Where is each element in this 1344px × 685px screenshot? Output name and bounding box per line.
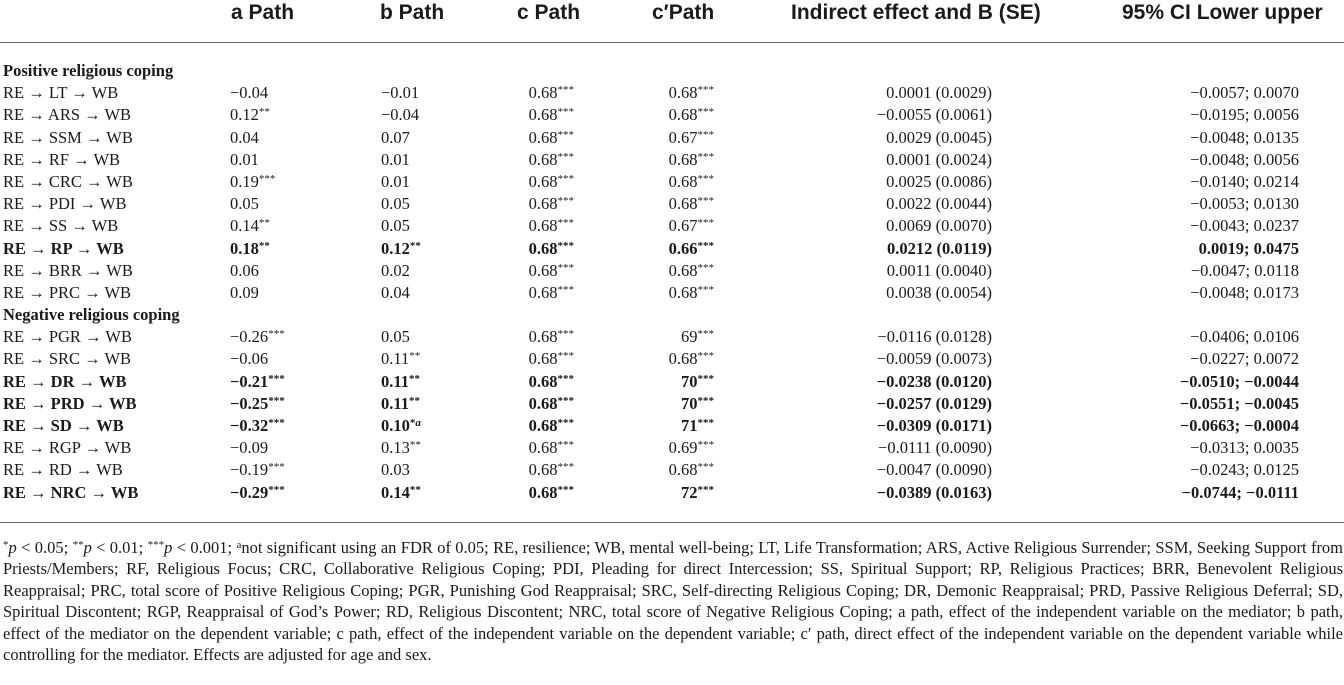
significance-marker: ***: [258, 172, 276, 185]
b-path-value: 0.11**: [381, 349, 421, 369]
c-path-value: 0.68***: [528, 482, 574, 502]
significance-marker: ***: [557, 328, 574, 341]
path-label: RE → RP → WB: [3, 238, 124, 258]
indirect-effect-value: 0.0011 (0.0040): [886, 260, 992, 280]
significance-marker: ***: [697, 150, 714, 163]
ci-value: −0.0406; 0.0106: [1190, 327, 1299, 347]
b-path-value: 0.10$^{*a}$: [381, 416, 421, 435]
table-row: [0, 326, 1344, 348]
header-c-prime-path: c′Path: [652, 1, 715, 24]
table-row: [0, 371, 1344, 393]
significance-marker: ***: [697, 394, 714, 407]
b-path-value: 0.01: [381, 149, 410, 169]
a-path-value: 0.18**: [230, 238, 270, 258]
significance-marker: **: [408, 394, 420, 407]
ci-value: −0.0510; −0.0044: [1179, 371, 1299, 391]
significance-marker: ***: [557, 483, 574, 496]
c-path-value: 0.68***: [528, 371, 574, 391]
table-row: [0, 282, 1344, 304]
significance-marker: ***: [697, 372, 714, 385]
significance-marker: ***: [697, 461, 714, 474]
a-path-value: −0.21***: [230, 371, 285, 391]
b-path-value: 0.04: [381, 282, 410, 302]
ci-value: −0.0227; 0.0072: [1190, 349, 1299, 369]
significance-marker: ***: [557, 84, 574, 97]
ci-value: −0.0053; 0.0130: [1190, 194, 1299, 214]
c-path-value: 0.68***: [528, 393, 574, 413]
c-prime-path-value: 0.68***: [668, 105, 714, 125]
table-row: [0, 149, 1344, 171]
ci-value: −0.0313; 0.0035: [1190, 438, 1299, 458]
significance-marker: ***: [697, 239, 714, 252]
c-prime-path-value: 0.68***: [668, 460, 714, 480]
ci-value: −0.0744; −0.0111: [1181, 482, 1299, 502]
c-path-value: 0.68***: [528, 349, 574, 369]
table-row: [0, 482, 1344, 504]
a-path-value: 0.09: [230, 282, 259, 302]
a-path-value: −0.06: [230, 349, 269, 369]
ci-value: −0.0043; 0.0237: [1190, 216, 1299, 236]
significance-marker: ***: [268, 417, 285, 429]
path-label: RE → BRR → WB: [3, 260, 133, 280]
section-header-row: [0, 60, 1344, 82]
c-prime-path-value: 70***: [681, 371, 714, 391]
path-label: RE → SSM → WB: [3, 127, 133, 147]
significance-marker: **: [409, 439, 421, 452]
section-label: Positive religious coping: [3, 61, 174, 80]
path-label: RE → DR → WB: [3, 371, 127, 391]
c-path-value: 0.68***: [528, 260, 574, 280]
a-path-value: 0.04: [230, 127, 259, 147]
path-label: RE → ARS → WB: [3, 105, 132, 125]
significance-marker: ***: [557, 172, 574, 185]
c-prime-path-value: 70***: [681, 393, 714, 413]
c-prime-path-value: 0.68***: [668, 349, 714, 369]
section-label: Negative religious coping: [3, 305, 180, 325]
b-path-value: 0.05: [381, 216, 410, 236]
indirect-effect-value: 0.0029 (0.0045): [886, 127, 992, 147]
path-label: RE → SD → WB: [3, 416, 124, 435]
header-b-path: b Path: [380, 1, 445, 24]
table-footnote: *p < 0.05; **p < 0.01; ***p < 0.001; $^a$not significant using an FDR of 0.05; RE, resilience; WB, mental well-being; LT, Life Transformation; ARS, Active Religious Surrender; SSM, Seeking Support from Priests/Members; RF, Religious Focus; CRC, Collaborative Religious Coping; PDI, Pleading for direct Intercession; SS, Spiritual Support; RP, Religious Practices; BRR, Benevolent Religious Reappraisal; PRC, total score of Positive Religious Coping; PGR, Punishing God Reappraisal; SRC, Self-directing Religious Coping; DR, Demonic Reappraisal; PRD, Passive Religious Deferral; SD, Spiritual Discontent; RGP, Reappraisal of God’s Power; RD, Religious Discontent; NRC, total score of Negative Religious Coping; a path, effect of the independent variable on the mediator; b path, effect of the mediator on the dependent variable; c path, effect of the independent variable on the dependent variable; c′ path, direct effect of the independent variable on the dependent variable while controlling for the mediator. Effects are adjusted for age and sex.: [3, 538, 1344, 665]
b-path-value: 0.05: [381, 194, 410, 214]
a-path-value: −0.19***: [230, 460, 285, 480]
b-path-value: 0.02: [381, 260, 410, 280]
path-label: RE → RGP → WB: [3, 438, 132, 458]
significance-marker: ***: [697, 195, 714, 208]
b-path-value: 0.14**: [381, 482, 421, 502]
indirect-effect-value: −0.0055 (0.0061): [876, 105, 992, 125]
table-row: [0, 127, 1344, 149]
c-prime-path-value: 0.68***: [668, 171, 714, 191]
significance-marker: ***: [557, 195, 574, 208]
significance-marker: ***: [557, 417, 574, 429]
significance-marker: ***: [697, 283, 714, 296]
b-path-value: 0.12**: [381, 238, 421, 258]
table-row: [0, 171, 1344, 193]
table-row: [0, 82, 1344, 104]
significance-marker: ***: [697, 328, 714, 341]
a-path-value: 0.19***: [230, 171, 276, 191]
c-path-value: 0.68***: [528, 327, 574, 347]
ci-value: 0.0019; 0.0475: [1198, 238, 1299, 258]
significance-marker: ***: [557, 394, 574, 407]
a-path-value: −0.04: [230, 83, 269, 103]
c-prime-path-value: 71***: [681, 416, 714, 435]
a-path-value: −0.32***: [230, 416, 285, 435]
significance-marker: ***: [268, 461, 285, 474]
header-indirect-effect: Indirect effect and B (SE): [791, 1, 1041, 24]
c-prime-path-value: 69***: [681, 327, 714, 347]
c-path-value: 0.68***: [528, 105, 574, 125]
significance-marker: **: [408, 372, 420, 385]
c-path-value: 0.68***: [528, 127, 574, 147]
c-path-value: 0.68***: [528, 149, 574, 169]
b-path-value: 0.11**: [381, 393, 420, 413]
table-row: [0, 238, 1344, 260]
header-c-path: c Path: [517, 1, 581, 24]
c-path-value: 0.68***: [528, 282, 574, 302]
significance-marker: ***: [697, 106, 714, 119]
path-label: RE → LT → WB: [3, 83, 119, 103]
ci-value: −0.0551; −0.0045: [1179, 393, 1299, 413]
path-label: RE → RF → WB: [3, 149, 121, 169]
significance-marker: ***: [697, 172, 714, 185]
significance-marker: ***: [697, 261, 714, 274]
significance-marker: ***: [557, 283, 574, 296]
ci-value: −0.0140; 0.0214: [1190, 171, 1299, 191]
a-path-value: 0.14**: [230, 216, 270, 236]
c-prime-path-value: 0.69***: [668, 438, 714, 458]
b-path-value: 0.11**: [381, 371, 420, 391]
b-path-value: 0.05: [381, 327, 410, 347]
significance-marker: ***: [557, 261, 574, 274]
c-prime-path-value: 72***: [681, 482, 714, 502]
path-label: RE → PDI → WB: [3, 194, 127, 214]
indirect-effect-value: −0.0309 (0.0171): [876, 416, 992, 435]
c-prime-path-value: 0.68***: [668, 194, 714, 214]
significance-marker: **: [258, 217, 270, 230]
table-row: [0, 415, 1344, 437]
ci-value: −0.0048; 0.0056: [1190, 149, 1299, 169]
ci-value: −0.0057; 0.0070: [1190, 83, 1299, 103]
indirect-effect-value: −0.0116 (0.0128): [877, 327, 992, 347]
significance-marker: ***: [268, 328, 285, 341]
a-path-value: 0.05: [230, 194, 259, 214]
significance-marker: ***: [268, 372, 285, 385]
path-label: RE → NRC → WB: [3, 482, 139, 502]
indirect-effect-value: 0.0038 (0.0054): [886, 282, 992, 302]
significance-marker: **: [258, 239, 270, 252]
significance-marker: ***: [697, 439, 714, 452]
significance-marker: ***: [697, 217, 714, 230]
ci-value: −0.0663; −0.0004: [1179, 416, 1299, 435]
path-label: RE → CRC → WB: [3, 171, 133, 191]
significance-marker: ***: [557, 217, 574, 230]
ci-value: −0.0047; 0.0118: [1190, 260, 1299, 280]
a-path-value: −0.26***: [230, 327, 285, 347]
results-table: [0, 60, 1344, 504]
ci-value: −0.0048; 0.0135: [1190, 127, 1299, 147]
bottom-rule: [0, 522, 1344, 523]
table-header: [0, 0, 1344, 34]
a-path-value: −0.29***: [230, 482, 285, 502]
indirect-effect-value: −0.0238 (0.0120): [876, 371, 992, 391]
indirect-effect-value: −0.0047 (0.0090): [876, 460, 992, 480]
path-label: RE → RD → WB: [3, 460, 123, 480]
b-path-value: −0.01: [381, 83, 420, 103]
c-path-value: 0.68***: [528, 238, 574, 258]
significance-marker: ***: [557, 439, 574, 452]
indirect-effect-value: 0.0069 (0.0070): [886, 216, 992, 236]
c-prime-path-value: 0.67***: [668, 216, 714, 236]
significance-marker: ***: [697, 84, 714, 97]
table-row: [0, 459, 1344, 481]
indirect-effect-value: 0.0022 (0.0044): [886, 194, 992, 214]
c-path-value: 0.68***: [528, 216, 574, 236]
a-path-value: −0.09: [230, 438, 269, 458]
ci-value: −0.0195; 0.0056: [1190, 105, 1299, 125]
header-a-path: a Path: [231, 1, 295, 24]
indirect-effect-value: 0.0001 (0.0024): [886, 149, 992, 169]
significance-marker: **: [409, 350, 421, 363]
ci-value: −0.0048; 0.0173: [1190, 282, 1299, 302]
significance-marker: ***: [557, 106, 574, 119]
significance-marker: *a: [409, 417, 421, 429]
significance-marker: ***: [557, 461, 574, 474]
c-path-value: 0.68***: [528, 438, 574, 458]
ci-value: −0.0243; 0.0125: [1190, 460, 1299, 480]
table-row: [0, 193, 1344, 215]
c-prime-path-value: 0.67***: [668, 127, 714, 147]
a-path-value: −0.25***: [230, 393, 285, 413]
c-path-value: 0.68***: [528, 83, 574, 103]
b-path-value: 0.07: [381, 127, 410, 147]
significance-marker: **: [258, 106, 270, 119]
significance-marker: ***: [697, 128, 714, 141]
c-path-value: 0.68***: [528, 416, 574, 435]
path-label: RE → PRC → WB: [3, 282, 132, 302]
indirect-effect-value: −0.0059 (0.0073): [876, 349, 992, 369]
significance-marker: ***: [557, 350, 574, 363]
indirect-effect-value: −0.0389 (0.0163): [876, 482, 992, 502]
b-path-value: 0.03: [381, 460, 410, 480]
b-path-value: 0.13**: [381, 438, 421, 458]
c-path-value: 0.68***: [528, 460, 574, 480]
a-path-value: 0.06: [230, 260, 259, 280]
significance-marker: ***: [557, 372, 574, 385]
significance-marker: **: [409, 239, 421, 252]
table-row: [0, 104, 1344, 126]
a-path-value: 0.01: [230, 149, 259, 169]
path-label: RE → PRD → WB: [3, 393, 137, 413]
indirect-effect-value: 0.0212 (0.0119): [887, 238, 992, 258]
c-prime-path-value: 0.66***: [668, 238, 714, 258]
c-prime-path-value: 0.68***: [668, 282, 714, 302]
header-ci: 95% CI Lower upper: [1122, 1, 1323, 24]
section-header-row: [0, 304, 1344, 326]
path-label: RE → SRC → WB: [3, 349, 132, 369]
c-path-value: 0.68***: [528, 171, 574, 191]
header-rule: [0, 42, 1344, 43]
table-row: [0, 437, 1344, 459]
c-path-value: 0.68***: [528, 194, 574, 214]
c-prime-path-value: 0.68***: [668, 149, 714, 169]
significance-marker: ***: [268, 394, 285, 407]
indirect-effect-value: −0.0111 (0.0090): [878, 438, 992, 458]
significance-marker: ***: [557, 239, 574, 252]
significance-marker: ***: [557, 128, 574, 141]
b-path-value: −0.04: [381, 105, 420, 125]
table-row: [0, 215, 1344, 237]
significance-marker: ***: [697, 417, 714, 429]
significance-marker: ***: [697, 350, 714, 363]
path-label: RE → PGR → WB: [3, 327, 132, 347]
indirect-effect-value: 0.0001 (0.0029): [886, 83, 992, 103]
b-path-value: 0.01: [381, 171, 410, 191]
significance-marker: ***: [268, 483, 285, 496]
table-row: [0, 348, 1344, 370]
table-row: [0, 260, 1344, 282]
path-label: RE → SS → WB: [3, 216, 119, 236]
significance-marker: ***: [557, 150, 574, 163]
significance-marker: ***: [697, 483, 714, 496]
c-prime-path-value: 0.68***: [668, 260, 714, 280]
a-path-value: 0.12**: [230, 105, 270, 125]
table-row: [0, 393, 1344, 415]
indirect-effect-value: −0.0257 (0.0129): [876, 393, 992, 413]
significance-marker: **: [409, 483, 421, 496]
c-prime-path-value: 0.68***: [668, 83, 714, 103]
indirect-effect-value: 0.0025 (0.0086): [886, 171, 992, 191]
